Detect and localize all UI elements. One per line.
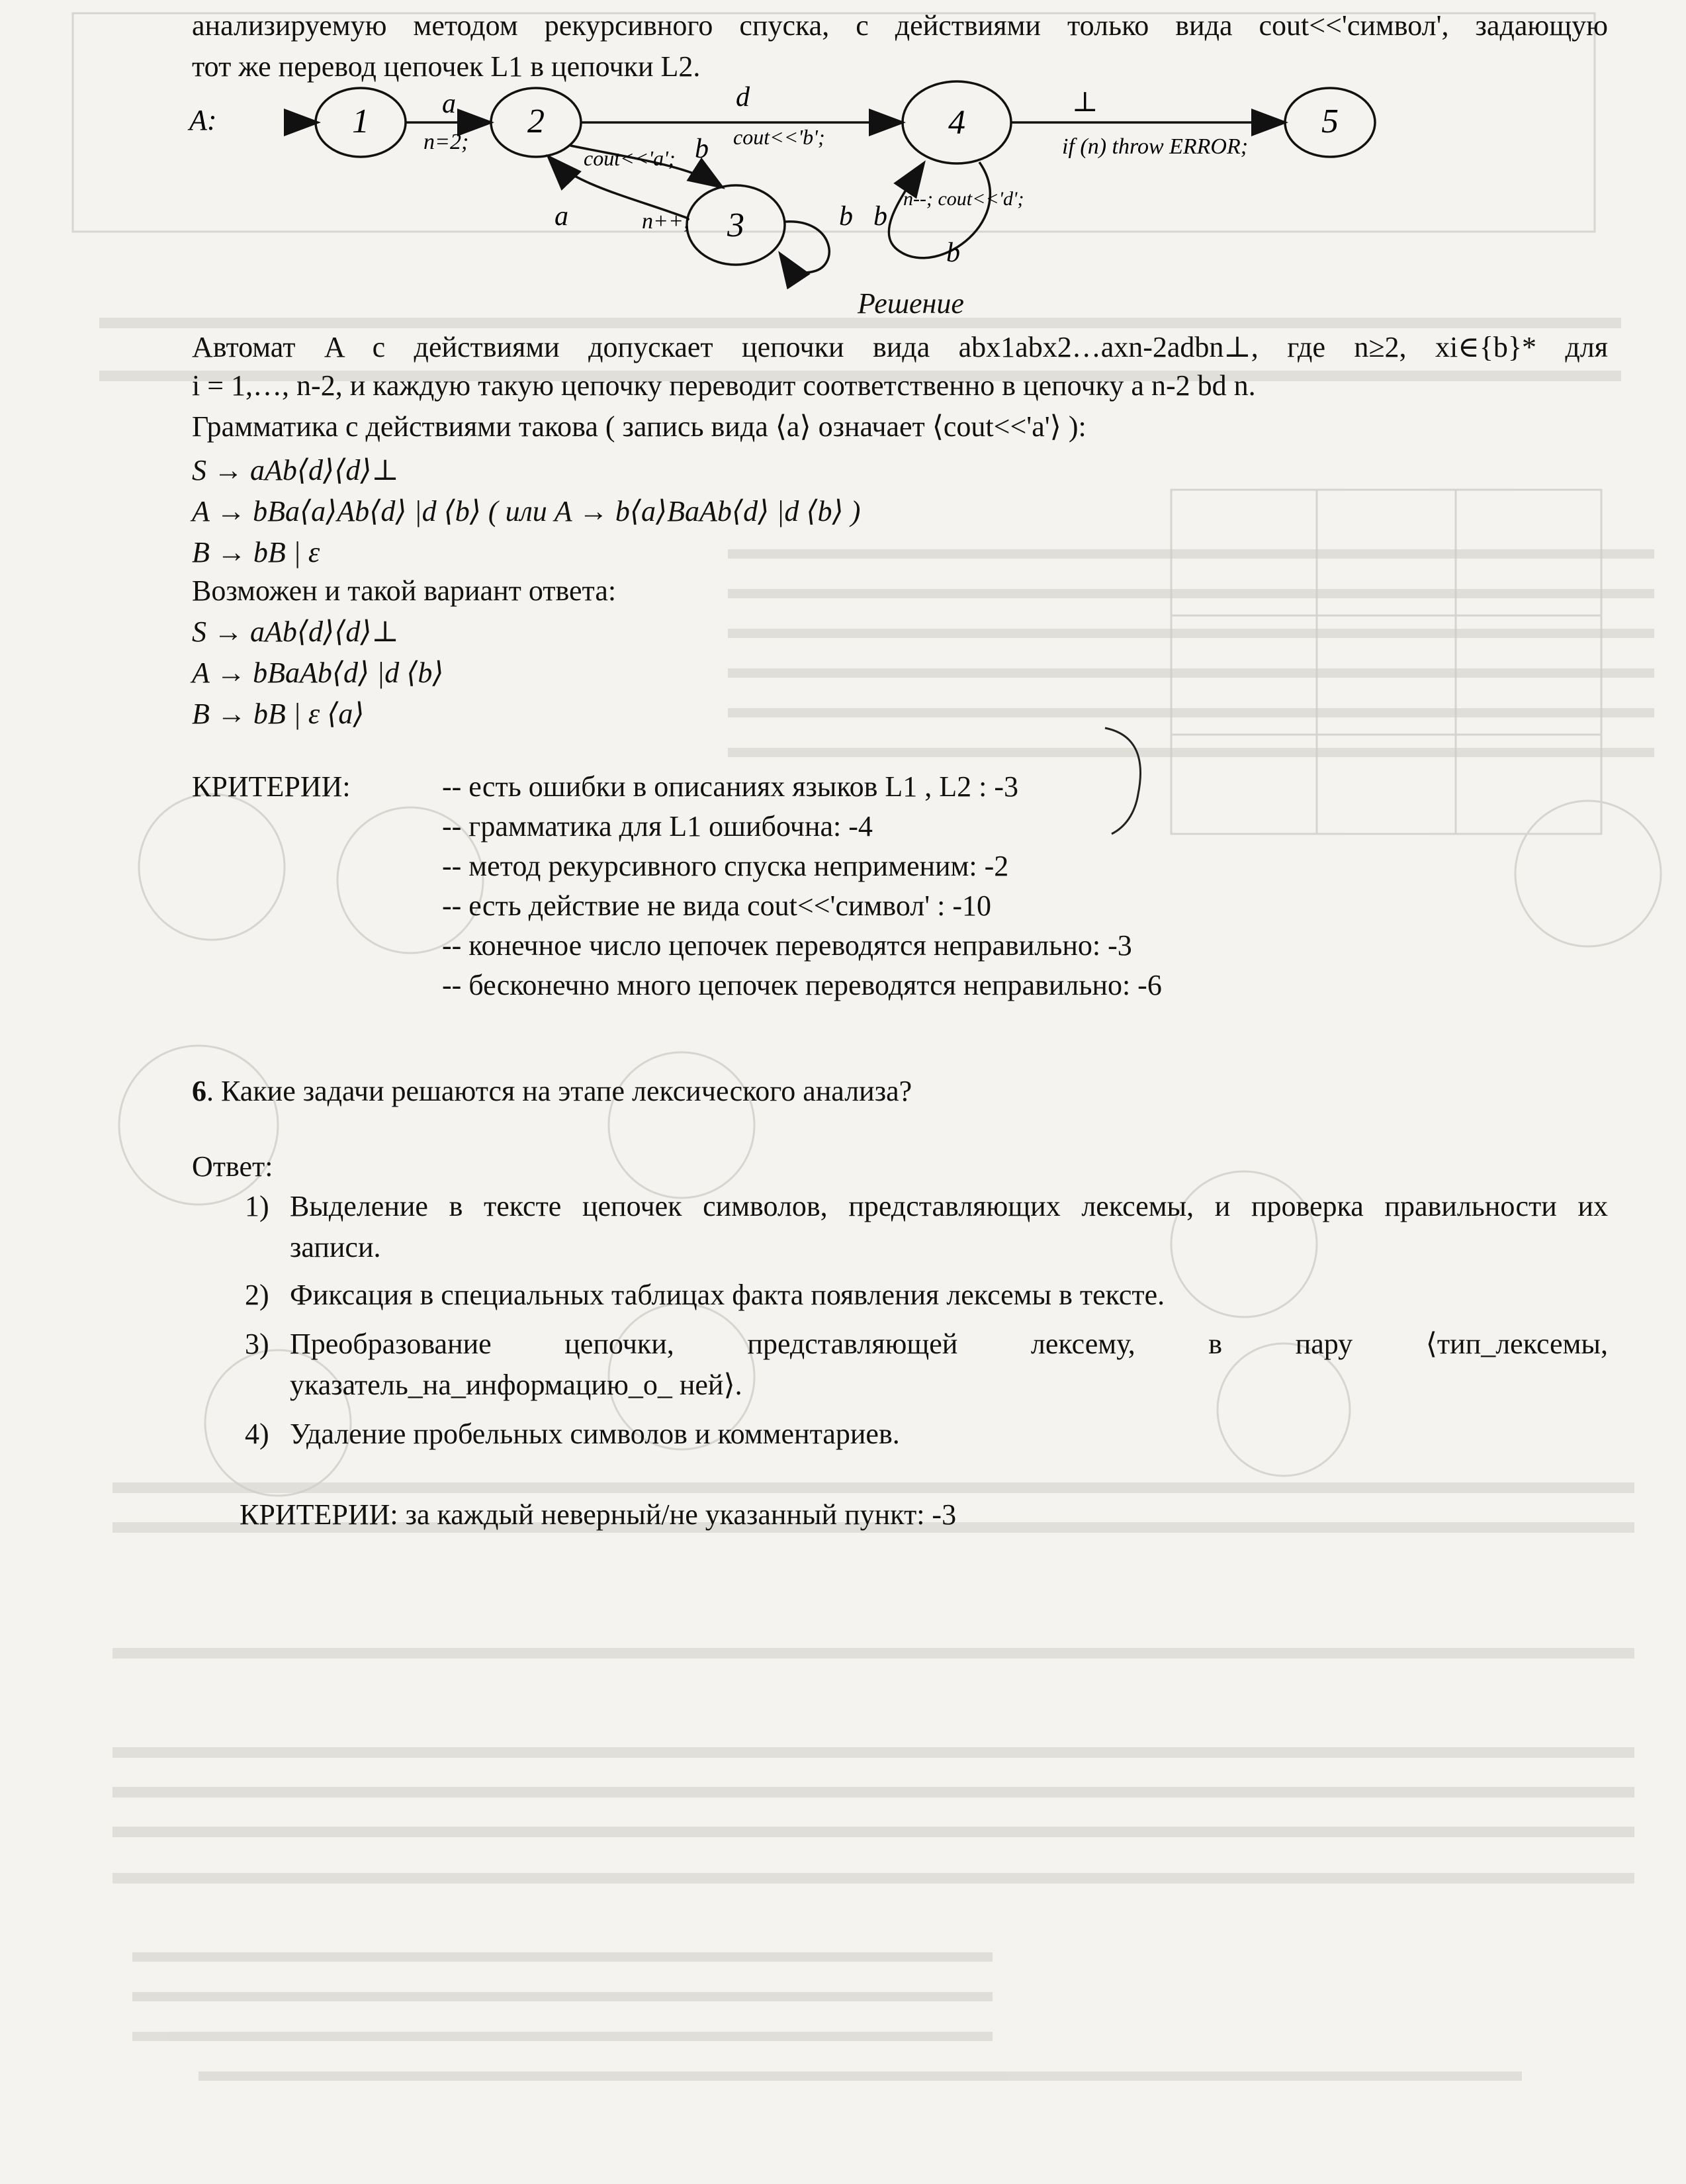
automaton-name: A: — [189, 104, 217, 136]
edge-3-2-symbol: a — [555, 201, 568, 232]
edge-2-3-symbol: b — [695, 134, 709, 164]
criteria-item-1: -- есть ошибки в описаниях языков L1 , L2 : -3 — [442, 770, 1019, 803]
state-5-label: 5 — [1321, 103, 1339, 140]
answer-label: Ответ: — [192, 1150, 273, 1183]
edge-4-self-action: n--; cout<<'d'; — [903, 188, 1024, 210]
grammar-rule-2: A → bBa⟨a⟩Ab⟨d⟩ |d ⟨b⟩ ( или A → b⟨a⟩BaAb⟨d⟩ |d ⟨b⟩ ) — [192, 495, 861, 527]
state-2-label: 2 — [527, 103, 545, 140]
edge-3-self-action: n++; — [642, 209, 691, 234]
answer-item-3-line-2: указатель_на_информацию_о_ ней⟩. — [290, 1369, 742, 1401]
automaton-diagram — [0, 0, 1686, 344]
grammar-rule-3: B → bB | ε — [192, 536, 320, 569]
handwritten-bracket-mark — [1098, 721, 1178, 841]
alt-grammar-rule-3: B → bB | ε ⟨a⟩ — [192, 698, 365, 730]
grammar-intro: Грамматика с действиями такова ( запись вида ⟨a⟩ означает ⟨cout<<'a'⟩ ): — [192, 410, 1087, 443]
answer-item-4-num: 4) — [245, 1418, 269, 1450]
edge-4-self-symbol: b — [873, 201, 887, 232]
question-6-text: . Какие задачи решаются на этапе лексического анализа? — [206, 1075, 912, 1107]
state-1-label: 1 — [352, 103, 369, 140]
alt-grammar-rule-1: S → aAb⟨d⟩⟨d⟩⊥ — [192, 615, 399, 648]
answer-item-1-line-1: Выделение в тексте цепочек символов, представляющих лексемы, и проверка правильности их — [290, 1190, 1608, 1222]
answer-item-2-num: 2) — [245, 1279, 269, 1311]
criteria-item-5: -- конечное число цепочек переводятся неправильно: -3 — [442, 929, 1132, 962]
edge-4-self-symbol-bottom: b — [946, 238, 960, 268]
edge-2-3-action: cout<<'a'; — [584, 146, 676, 170]
edge-2-4-symbol: d — [736, 82, 750, 113]
intro-line-1: анализируемую методом рекурсивного спуска, с действиями только вида cout<<'символ', задающую — [192, 9, 1608, 42]
criteria-2: КРИТЕРИИ: за каждый неверный/не указанный пункт: -3 — [240, 1498, 957, 1531]
answer-item-3-num: 3) — [245, 1328, 269, 1360]
criteria-item-3: -- метод рекурсивного спуска неприменим: -2 — [442, 850, 1009, 882]
state-4-label: 4 — [948, 104, 965, 142]
answer-item-1-num: 1) — [245, 1190, 269, 1222]
criteria-label: КРИТЕРИИ: — [192, 770, 351, 803]
edge-4-5-symbol: ⊥ — [1072, 87, 1098, 118]
intro-line-2: тот же перевод цепочек L1 в цепочки L2. — [192, 50, 701, 83]
criteria-item-2: -- грамматика для L1 ошибочна: -4 — [442, 810, 873, 842]
answer-item-3-line-1: Преобразование цепочки, представляющей лексему, в пару ⟨тип_лексемы, — [290, 1328, 1608, 1360]
state-3-label: 3 — [727, 206, 744, 244]
answer-item-1-line-2: записи. — [290, 1231, 381, 1263]
criteria-item-6: -- бесконечно много цепочек переводятся неправильно: -6 — [442, 969, 1162, 1001]
solution-paragraph-line-2: i = 1,…, n-2, и каждую такую цепочку переводит соответственно в цепочку a n-2 bd n. — [192, 369, 1256, 402]
answer-item-2-line-1: Фиксация в специальных таблицах факта появления лексемы в тексте. — [290, 1279, 1165, 1311]
edge-1-2-symbol: a — [442, 89, 456, 119]
criteria-item-4: -- есть действие не вида cout<<'символ' : -10 — [442, 889, 992, 922]
solution-heading: Решение — [858, 287, 964, 320]
answer-item-4-line-1: Удаление пробельных символов и комментариев. — [290, 1418, 900, 1450]
question-6 — [192, 1073, 912, 1109]
alt-answer-intro: Возможен и такой вариант ответа: — [192, 574, 617, 607]
edge-1-2-action: n=2; — [423, 130, 469, 154]
edge-3-self-symbol: b — [839, 201, 853, 232]
grammar-rule-1: S → aAb⟨d⟩⟨d⟩⊥ — [192, 454, 399, 486]
edge-4-5-action: if (n) throw ERROR; — [1062, 134, 1249, 159]
question-6-number: 6 — [192, 1075, 206, 1107]
edge-2-4-action: cout<<'b'; — [733, 125, 825, 149]
solution-paragraph-line-1: Автомат A с действиями допускает цепочки вида abx1abx2…axn-2adbn⊥, где n≥2, xi∈{b}* для — [192, 331, 1608, 363]
alt-grammar-rule-2: A → bBaAb⟨d⟩ |d ⟨b⟩ — [192, 657, 444, 689]
